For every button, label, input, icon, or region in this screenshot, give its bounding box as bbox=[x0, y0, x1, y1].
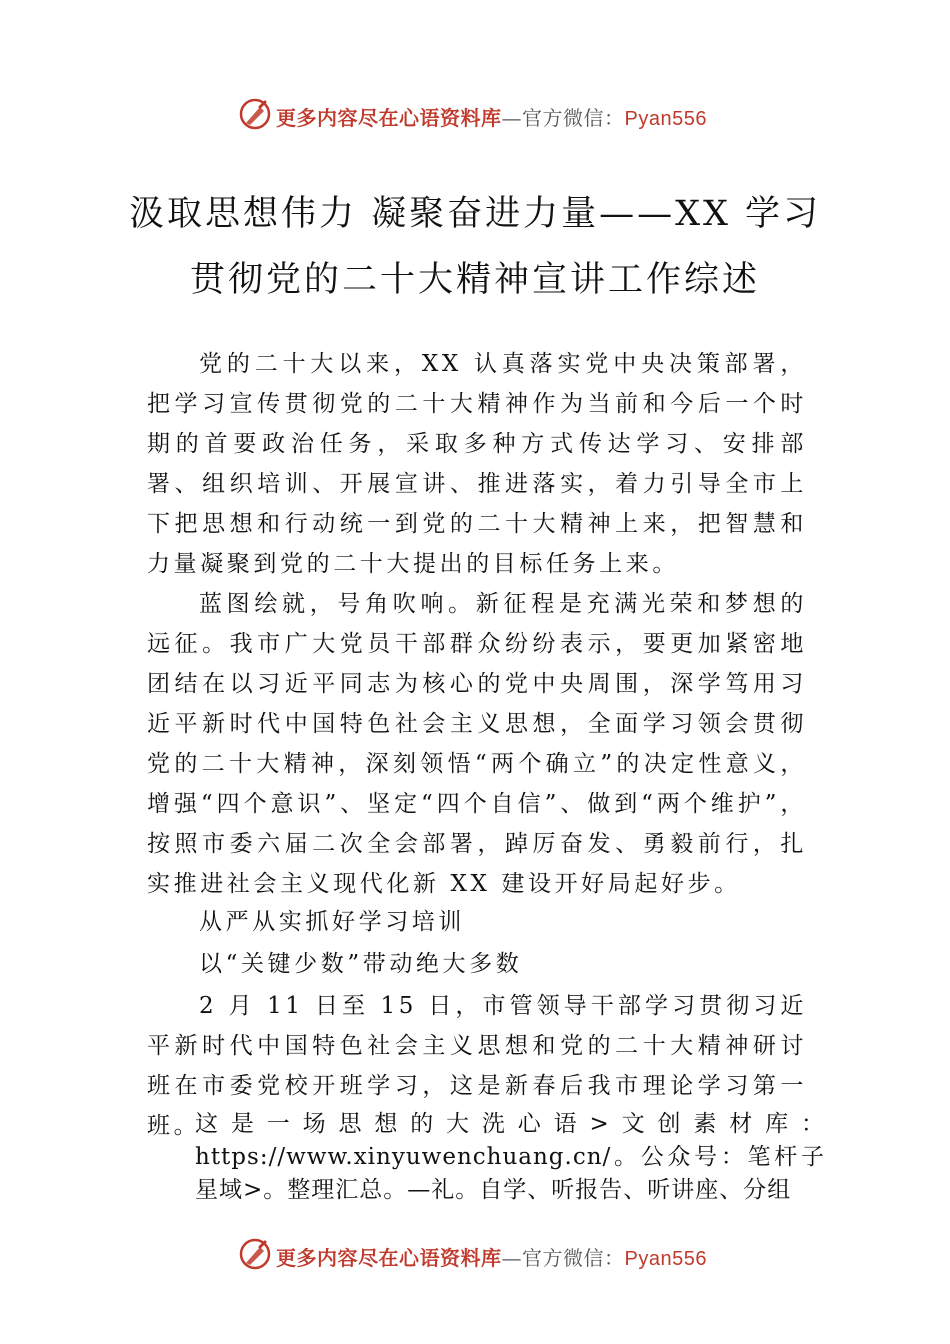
banner-red-text: 更多内容尽在心语资料库 bbox=[276, 106, 502, 130]
pen-logo-icon bbox=[238, 1237, 272, 1271]
banner-dash-text: —官方微信： bbox=[501, 1246, 625, 1270]
banner-dash-text: —官方微信： bbox=[501, 106, 625, 130]
section-heading-1: 从严从实抓好学习培训 bbox=[199, 909, 465, 935]
paragraph-4: 这是一场思想的大洗心语>文创素材库：https://www.xinyuwenchuang.cn/。公众号：笔杆子星域>。整理汇总。—礼。自学、听报告、听讲座、分组 bbox=[195, 1111, 825, 1203]
section-heading-2: 以“关键少数”带动绝大多数 bbox=[199, 951, 523, 977]
banner-red-text: 更多内容尽在心语资料库 bbox=[276, 1246, 502, 1270]
paragraph-2: 蓝图绘就，号角吹响。新征程是充满光荣和梦想的远征。我市广大党员干部群众纷纷表示，要更加紧密地团结在以习近平同志为核心的党中央周围，深学笃用习近平新时代中国特色社会主义思想，全面学习领会贯彻党的二十大精神，深刻领悟“两个确立”的决定性意义，增强“四个意识”、坚定“四个自信”、做到“两个维护”，按照市委六届二次全会部署，踔厉奋发、勇毅前行，扎实推进社会主义现代化新 XX 建设开好局起好步。 bbox=[147, 591, 807, 897]
watermark-banner-top bbox=[0, 95, 950, 135]
paragraph-1: 党的二十大以来，XX 认真落实党中央决策部署，把学习宣传贯彻党的二十大精神作为当前和今后一个时期的首要政治任务，采取多种方式传达学习、安排部署、组织培训、开展宣讲、推进落实，着力引导全市上下把思想和行动统一到党的二十大精神上来，把智慧和力量凝聚到党的二十大提出的目标任务上来。 bbox=[147, 351, 807, 577]
pen-logo-icon bbox=[238, 97, 272, 131]
document-title-line-1: 汲取思想伟力 凝聚奋进力量——XX 学习 bbox=[128, 194, 822, 234]
document-title-line-2: 贯彻党的二十大精神宣讲工作综述 bbox=[189, 260, 760, 300]
watermark-banner-bottom bbox=[0, 1235, 950, 1275]
banner-id-text: Pyan556 bbox=[624, 1248, 707, 1270]
banner-id-text: Pyan556 bbox=[624, 108, 707, 130]
paragraph-3: 2 月 11 日至 15 日，市管领导干部学习贯彻习近平新时代中国特色社会主义思想和党的二十大精神研讨班在市委党校开班学习，这是新春后我市理论学习第一班。 bbox=[147, 993, 807, 1139]
